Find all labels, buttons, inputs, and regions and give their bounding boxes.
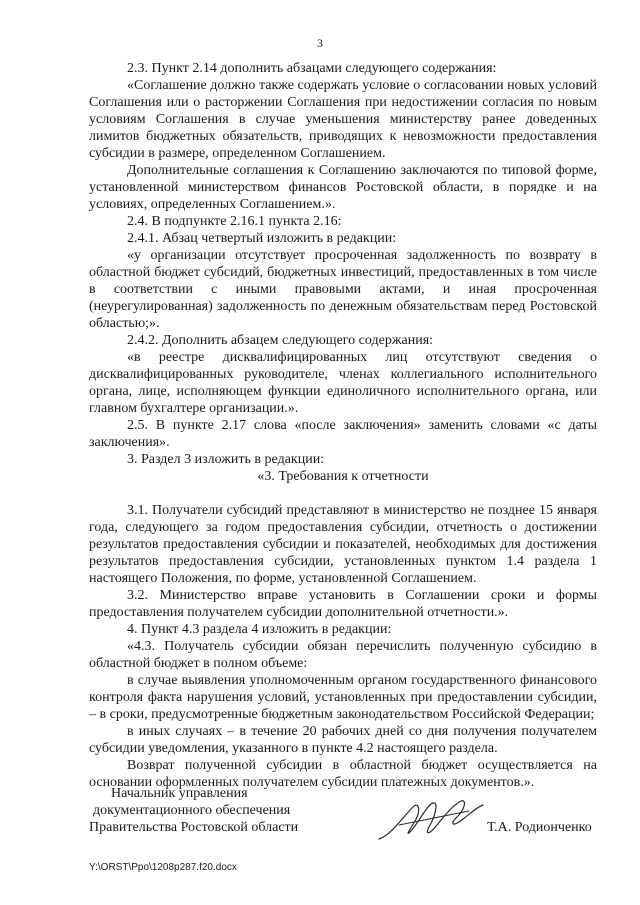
paragraph-2-3: 2.3. Пункт 2.14 дополнить абзацами следующего содержания: <box>127 61 497 76</box>
paragraph-agreement-condition: «Соглашение должно также содержать условие о согласовании новых условий Соглашения или о расторжении Соглашения при недостижении согласия по новым условиям Соглашения в случае уменьшения министерству ранее доведенных лимитов бюджетных обязательств, приводящих к невозможности предоставления субсидии в размере, определенном Соглашением. <box>89 78 597 161</box>
document-body <box>89 60 597 791</box>
paragraph-2-4: 2.4. В подпункте 2.16.1 пункта 2.16: <box>127 214 342 229</box>
signatory-title-line-2: документационного обеспечения <box>93 803 291 818</box>
paragraph-4: 4. Пункт 4.3 раздела 4 изложить в редакции: <box>127 622 392 637</box>
paragraph-additional-agreements: Дополнительные соглашения к Соглашению заключаются по типовой форме, установленной министерством финансов Ростовской области, в порядке и на условиях, определенных Соглашением.». <box>89 163 597 212</box>
handwritten-signature <box>369 795 489 845</box>
paragraph-4-3: «4.3. Получатель субсидии обязан перечислить полученную субсидию в областной бюджет в полном объеме: <box>89 639 597 671</box>
paragraph-2-5: 2.5. В пункте 2.17 слова «после заключения» заменить словами «с даты заключения». <box>89 418 597 450</box>
signatory-name: Т.А. Родионченко <box>487 820 592 835</box>
paragraph-violation-case: в случае выявления уполномоченным органом государственного финансового контроля факта нарушения условий, установленных при предоставлении субсидии, – в сроки, предусмотренные бюджетным законодательством Российской Федерации; <box>89 673 597 722</box>
signatory-title-line-3: Правительства Ростовской области <box>89 820 299 835</box>
signature-block <box>89 785 609 845</box>
signatory-title-line-1: Начальник управления <box>111 786 248 801</box>
paragraph-other-cases: в иных случаях – в течение 20 рабочих дней со дня получения получателем субсидии уведомления, указанного в пункте 4.2 настоящего раздела. <box>89 724 597 756</box>
file-path-footer: Y:\ORST\Ppo\1208p287.f20.docx <box>89 862 237 873</box>
paragraph-2-4-2: 2.4.2. Дополнить абзацем следующего содержания: <box>127 333 434 348</box>
paragraph-3-1: 3.1. Получатели субсидий представляют в министерство не позднее 15 января года, следующего за годом предоставления субсидии, отчетность о достижении результатов предоставления субсидии и показателей, необходимых для достижения результатов предоставления субсидии, установленных пунктом 1.4 раздела 1 настоящего Положения, по форме, установленной Соглашением. <box>89 503 597 586</box>
signatory-title <box>89 785 298 836</box>
section-heading: «3. Требования к отчетности <box>257 469 429 484</box>
paragraph-no-overdue-debt: «у организации отсутствует просроченная задолженность по возврату в областной бюджет субсидий, бюджетных инвестиций, предоставленных в том числе в соответствии с иными правовыми актами, и иная просроченная (неурегулированная) задолженность по денежным обязательствам перед Ростовской областью;». <box>89 248 597 331</box>
paragraph-3-2: 3.2. Министерство вправе установить в Соглашении сроки и формы предоставления получателем субсидии дополнительной отчетности.». <box>89 588 597 620</box>
page-number: 3 <box>317 36 323 50</box>
paragraph-2-4-1: 2.4.1. Абзац четвертый изложить в редакции: <box>127 231 397 246</box>
paragraph-3: 3. Раздел 3 изложить в редакции: <box>127 452 325 467</box>
paragraph-refund-basis: Возврат полученной субсидии в областной бюджет осуществляется на основании оформленных получателем субсидии платежных документов.». <box>89 758 597 790</box>
paragraph-disqualified-registry: «в реестре дисквалифицированных лиц отсутствуют сведения о дисквалифицированных руководителе, членах коллегиального исполнительного органа, лице, исполняющем функции единоличного исполнительного органа, или главном бухгалтере организации.». <box>89 350 597 416</box>
